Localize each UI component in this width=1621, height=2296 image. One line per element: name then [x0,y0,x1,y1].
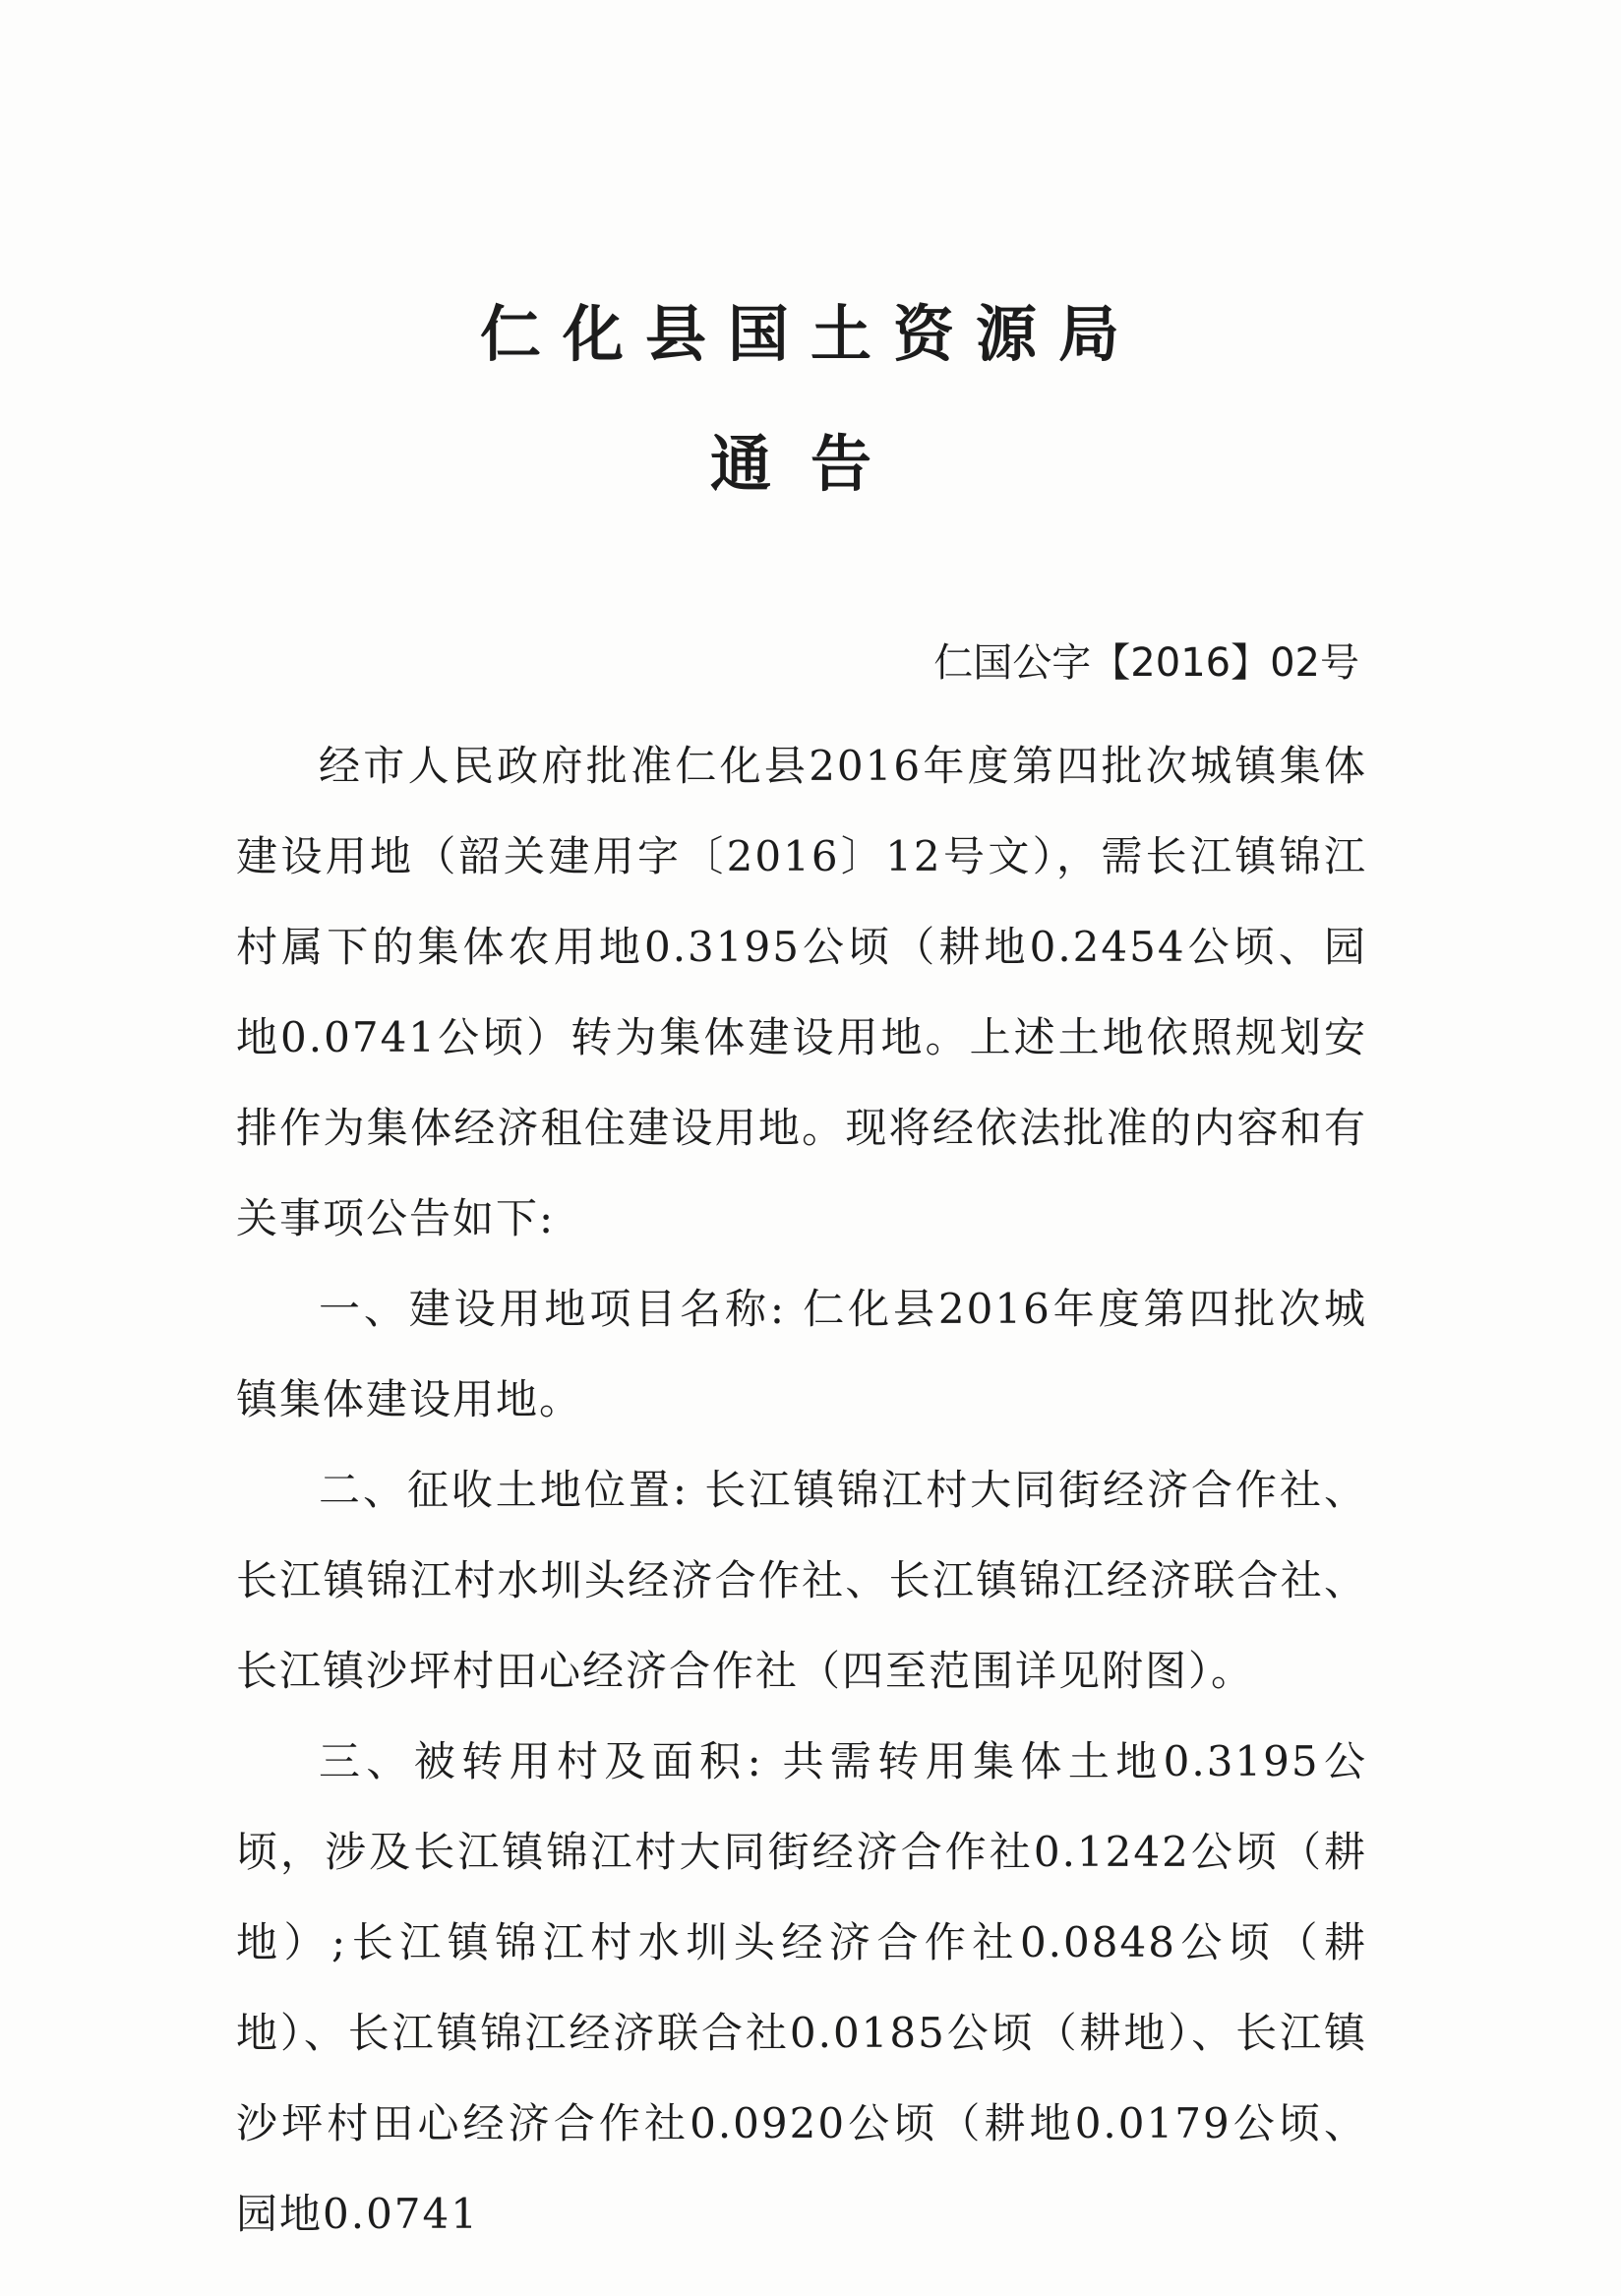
paragraph-land-location: 二、征收土地位置: 长江镇锦江村大同街经济合作社、长江镇锦江村水圳头经济合作社、长江镇锦江经济联合社、长江镇沙坪村田心经济合作社（四至范围详见附图）。 [236,1466,1367,1695]
paragraph-project-name: 一、建设用地项目名称: 仁化县2016年度第四批次城镇集体建设用地。 [236,1285,1367,1423]
paragraph-converted-area: 三、被转用村及面积: 共需转用集体土地0.3195公顷，涉及长江镇锦江村大同街经济合作社0.1242公顷（耕地）;长江镇锦江村水圳头经济合作社0.0848公顷（耕地）、长江镇锦江经济联合社0.0185公顷（耕地）、长江镇沙坪村田心经济合作社0.0920公顷（耕地0.0179公顷、园地0.0741 [236,1737,1367,2238]
organization-title: 仁化县国土资源局 [479,298,1141,370]
document-number: 仁国公字【2016】02号 [933,640,1359,686]
paragraph-intro: 经市人民政府批准仁化县2016年度第四批次城镇集体建设用地（韶关建用字〔2016〕12号文），需长江镇锦江村属下的集体农用地0.3195公顷（耕地0.2454公顷、园地0.0741公顷）转为集体建设用地。上述土地依照规划安排作为集体经济租住建设用地。现将经依法批准的内容和有关事项公告如下: [236,742,1367,1242]
notice-body [236,721,1367,2260]
document-type-title: 通告 [709,428,911,500]
